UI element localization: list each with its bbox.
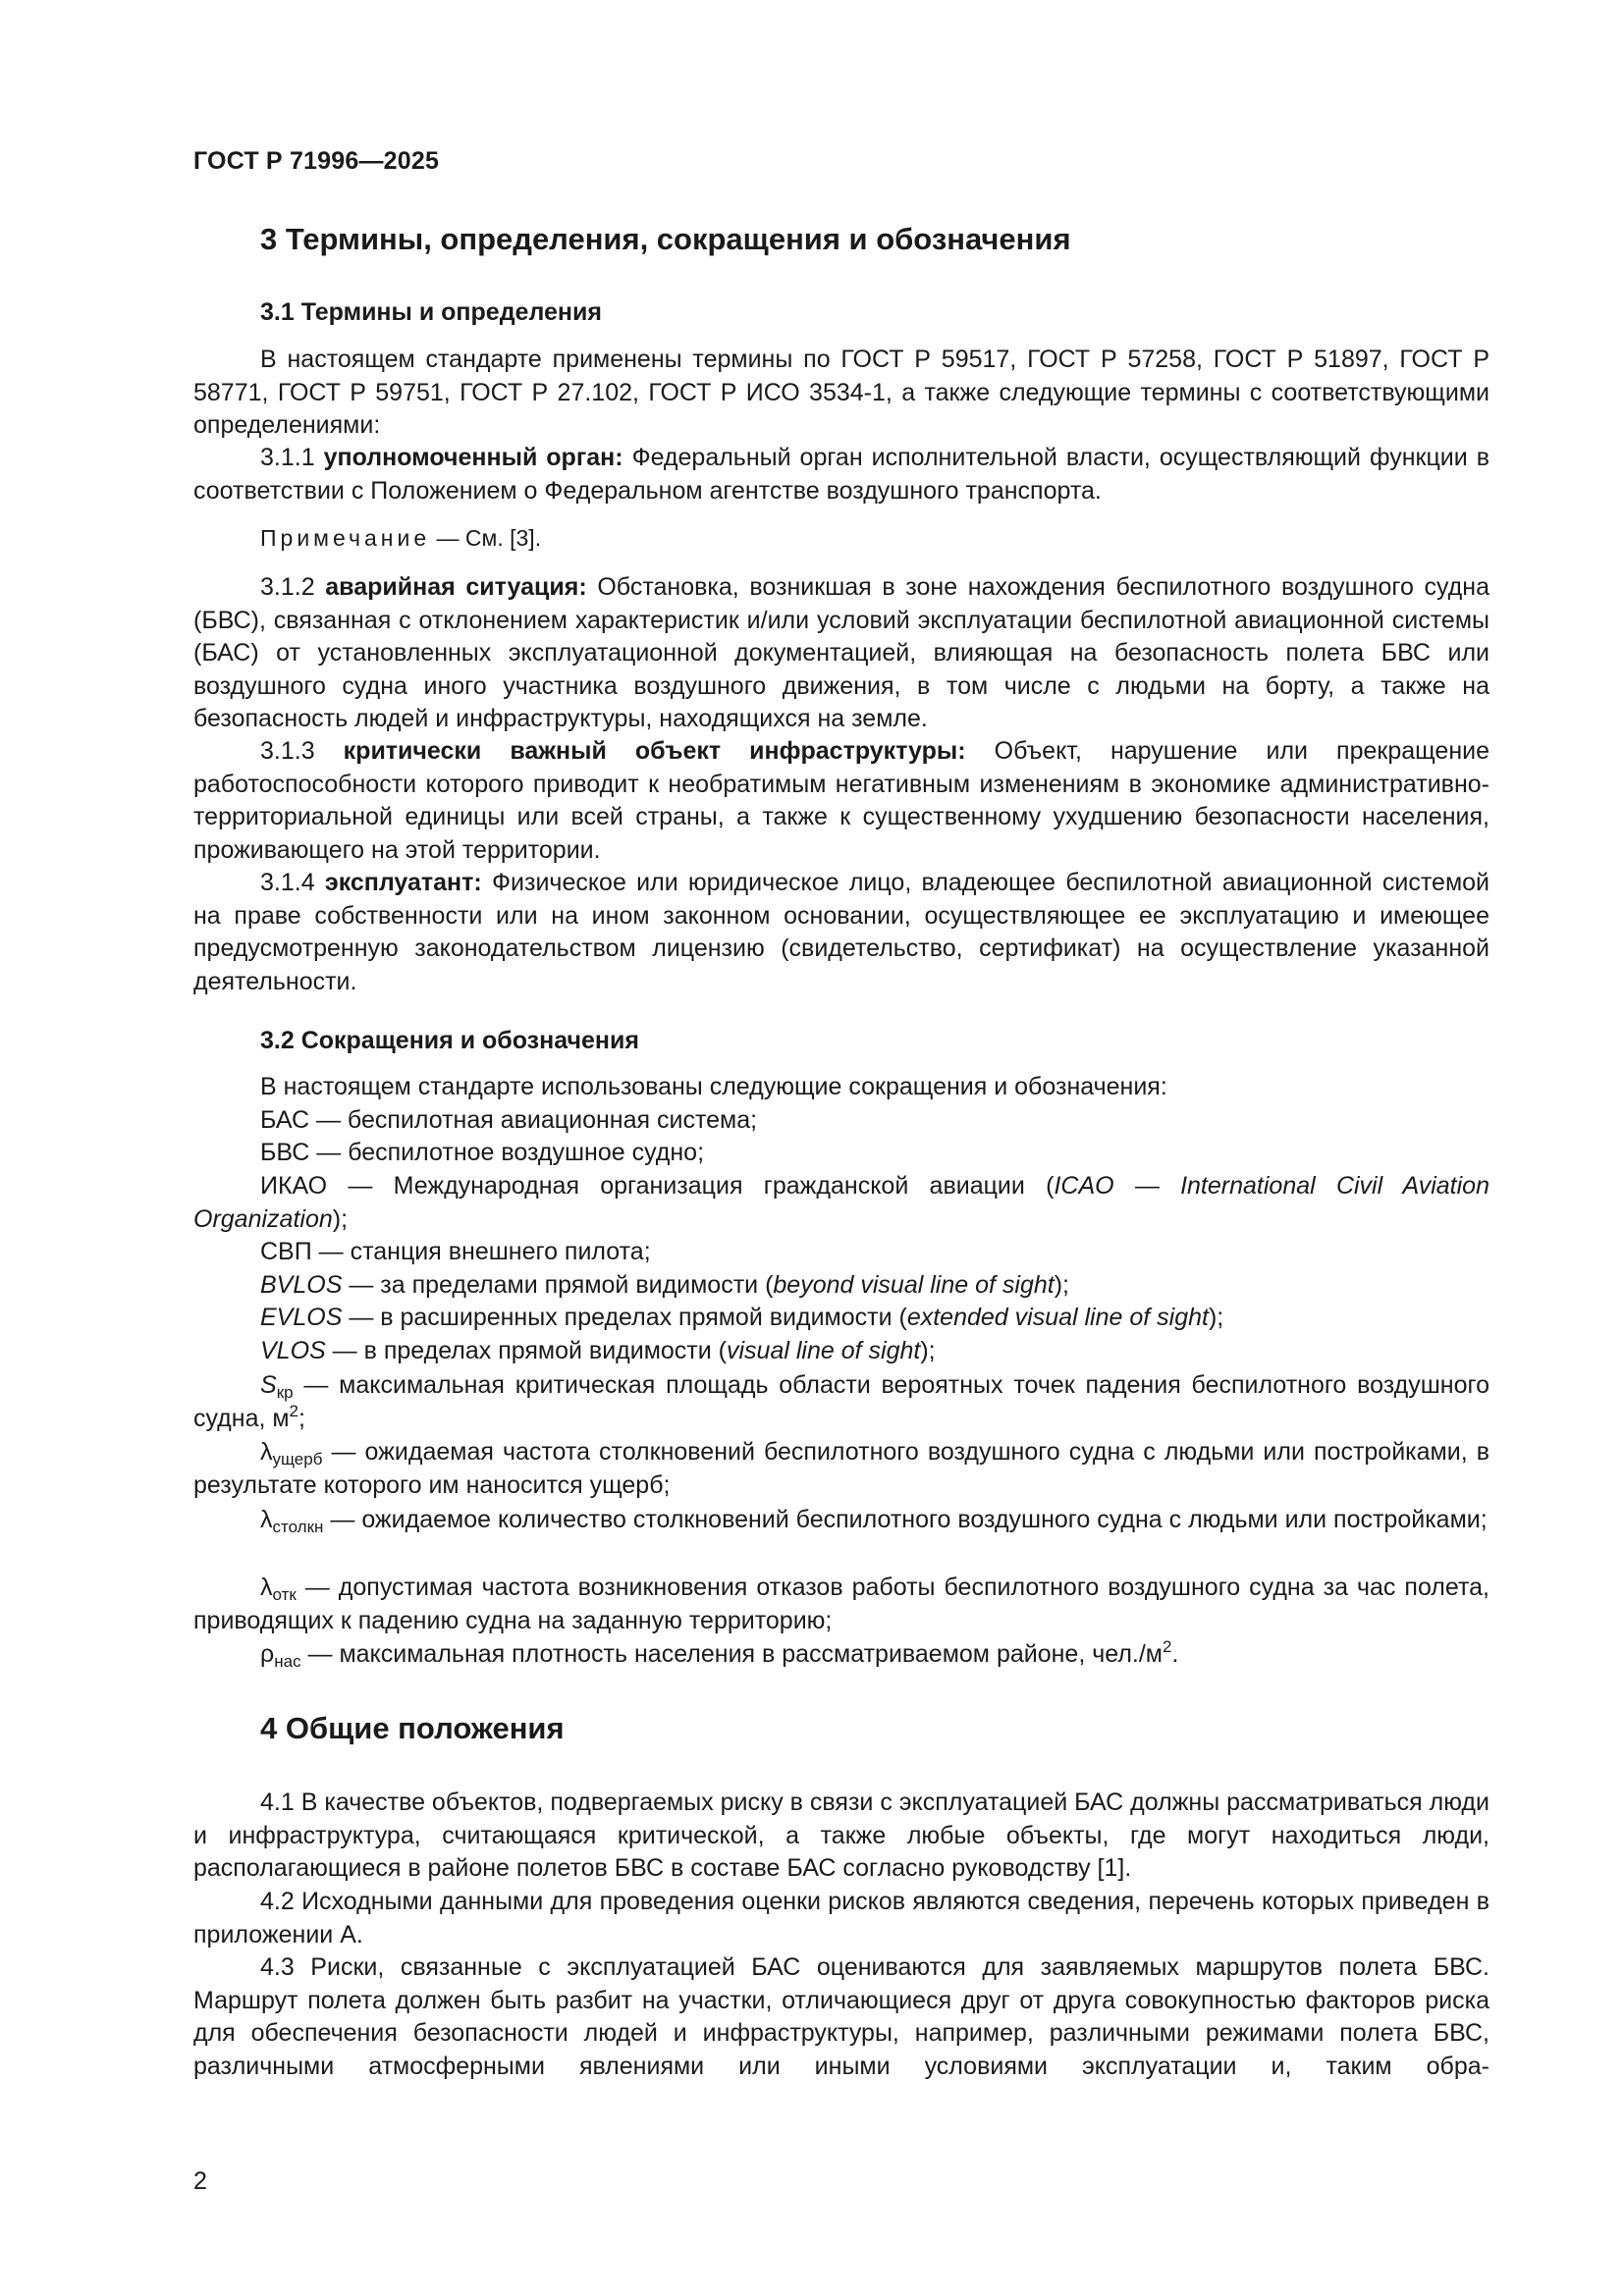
symbol-superscript: 2 [289, 1401, 299, 1420]
term-name: уполномоченный орган: [323, 444, 623, 471]
symbol-lambda-otk [193, 1572, 1489, 1637]
paragraph-3-1-intro: В настоящем стандарте применены термины по ГОСТ Р 59517, ГОСТ Р 57258, ГОСТ Р 51897, ГОСТ Р 58771, ГОСТ Р 59751, ГОСТ Р 27.102, ГОСТ Р ИСО 3534-1, а также следующие термины с соответствующими определениями: [193, 346, 1489, 439]
abbrev-symbol: EVLOS [260, 1304, 343, 1331]
abbrev-ikao-end: ); [332, 1204, 349, 1233]
abbrev-english: beyond visual line of sight [773, 1271, 1055, 1299]
term-3-1-4 [193, 867, 1489, 998]
note-text: — См. [3]. [436, 525, 542, 551]
section-4-title: 4 Общие положения [260, 1711, 565, 1745]
abbrev-end: ); [1208, 1304, 1224, 1331]
symbol-text: — максимальная плотность населения в рассматриваемом районе, чел./м [300, 1640, 1163, 1668]
page-number: 2 [193, 2167, 207, 2195]
note-3-1-1 [260, 522, 541, 555]
symbol-text: — ожидаемое количество столкновений беспилотного воздушного судна с людьми или постройками; [323, 1506, 1488, 1533]
abbrev-vlos [260, 1335, 936, 1368]
abbrev-ikao-text: ИКАО — Международная организация гражданской авиации ( [260, 1172, 1055, 1200]
abbrev-english: extended visual line of sight [906, 1304, 1209, 1331]
term-3-1-2 [193, 571, 1489, 736]
abbrev-symbol: VLOS [260, 1337, 326, 1364]
abbrev-bvs: БВС — беспилотное воздушное судно; [260, 1139, 705, 1166]
document-header-id: ГОСТ Р 71996—2025 [193, 147, 440, 175]
symbol: λ [260, 1574, 273, 1601]
abbrev-symbol: BVLOS [260, 1271, 343, 1299]
term-definition: Обстановка, возникшая в зоне нахождения беспилотного воздушного судна (БВС), связанная с отклонением характеристик и/или условий эксплуатации беспилотной авиационной системы (БАС) от установленных эксплуатационной документацией, влияющая на безопасность полета БВС или воздушного судна иного участника воздушного движения, в том числе с людьми на борту, а также на безопасность людей и инфраструктуры, находящихся на земле. [193, 573, 1489, 732]
term-number: 3.1.3 [260, 737, 315, 765]
subsection-3-1-title: 3.1 Термины и определения [260, 298, 602, 326]
term-3-1-1 [193, 442, 1489, 507]
subsection-3-2-title: 3.2 Сокращения и обозначения [260, 1027, 639, 1054]
abbrev-bvlos [260, 1269, 1069, 1303]
term-number: 3.1.2 [260, 573, 315, 601]
symbol-end: . [1171, 1640, 1179, 1668]
symbol-rho-nas [260, 1638, 1178, 1672]
symbol-s-kr [193, 1369, 1489, 1435]
term-definition: Физическое или юридическое лицо, владеющее беспилотной авиационной системой на праве собственности или на ином законном основании, осуществляющее ее эксплуатацию и имеющее предусмотренную законодательством лицензию (свидетельство, сертификат) на осуществление указанной деятельности. [193, 869, 1490, 995]
section-3-title: 3 Термины, определения, сокращения и обозначения [260, 222, 1071, 256]
abbrev-text: — за пределами прямой видимости ( [342, 1271, 774, 1299]
symbol-superscript: 2 [1162, 1637, 1172, 1656]
paragraph-4-2: 4.2 Исходными данными для проведения оценки рисков являются сведения, перечень которых приведен в приложении А. [193, 1888, 1489, 1949]
term-name: критически важный объект инфраструктуры: [343, 737, 966, 765]
symbol-subscript: столкн [272, 1518, 324, 1536]
symbol-subscript: отк [272, 1585, 297, 1604]
symbol-subscript: нас [274, 1652, 301, 1671]
paragraph-4-3: 4.3 Риски, связанные с эксплуатацией БАС оцениваются для заявляемых маршрутов полета БВС. Маршрут полета должен быть разбит на участки, отличающиеся друг от друга совокупностью факторов риска для обеспечения безопасности людей и инфраструктуры, например, различными режимами полета БВС, различными атмосферными явлениями или иными условиями эксплуатации и, таким обра- [193, 1953, 1489, 2080]
symbol-end: ; [298, 1404, 305, 1432]
symbol-lambda-ushcherb [193, 1436, 1489, 1502]
abbrev-svp: СВП — станция внешнего пилота; [260, 1238, 651, 1265]
symbol-text: — допустимая частота возникновения отказов работы беспилотного воздушного судна за час полета, приводящих к падению судна на заданную территорию; [193, 1574, 1489, 1634]
abbrev-ikao [193, 1170, 1489, 1236]
term-number: 3.1.4 [260, 869, 315, 896]
term-name: эксплуатант: [324, 869, 482, 896]
abbrev-end: ); [1054, 1271, 1069, 1299]
term-3-1-3 [193, 735, 1489, 867]
abbrev-evlos [260, 1302, 1223, 1335]
abbrev-english: visual line of sight [727, 1337, 921, 1364]
abbrev-ikao-english: ICAO — International Civil Aviation Organization [193, 1172, 1489, 1233]
abbrev-text: — в расширенных пределах прямой видимости ( [342, 1304, 907, 1331]
term-name: аварийная ситуация: [325, 573, 587, 601]
abbrev-bas: БАС — беспилотная авиационная система; [260, 1106, 758, 1134]
symbol: ρ [260, 1640, 275, 1668]
symbol: λ [260, 1506, 273, 1533]
symbol-subscript: кр [276, 1383, 294, 1402]
symbol: S [260, 1371, 277, 1399]
symbol-text: — максимальная критическая площадь области вероятных точек падения беспилотного воздушного судна, м [193, 1371, 1489, 1432]
abbrev-intro: В настоящем стандарте использованы следующие сокращения и обозначения: [260, 1073, 1167, 1100]
symbol-lambda-stolkn [193, 1504, 1489, 1537]
abbrev-end: ); [920, 1337, 936, 1364]
symbol: λ [260, 1438, 273, 1466]
symbol-text: — ожидаемая частота столкновений беспилотного воздушного судна с людьми или постройками, в результате которого им наносится ущерб; [193, 1438, 1489, 1499]
term-definition: Объект, нарушение или прекращение работоспособности которого приводит к необратимым негативным изменениям в экономике административно-территориальной единицы или всей страны, а также к существенному ухудшению безопасности населения, проживающего на этой территории. [193, 737, 1489, 864]
term-number: 3.1.1 [260, 444, 315, 471]
paragraph-4-1: 4.1 В качестве объектов, подвергаемых риску в связи с эксплуатацией БАС должны рассматриваться люди и инфраструктура, считающаяся критической, а также любые объекты, где могут находиться люди, располагающиеся в районе полетов БВС в составе БАС согласно руководству [1]. [193, 1789, 1489, 1882]
symbol-subscript: ущерб [272, 1450, 323, 1468]
note-label: Примечание [260, 525, 431, 551]
term-definition: Федеральный орган исполнительной власти, осуществляющий функции в соответствии с Положением о Федеральном агентстве воздушного транспорта. [193, 444, 1489, 505]
abbrev-text: — в пределах прямой видимости ( [325, 1337, 727, 1364]
